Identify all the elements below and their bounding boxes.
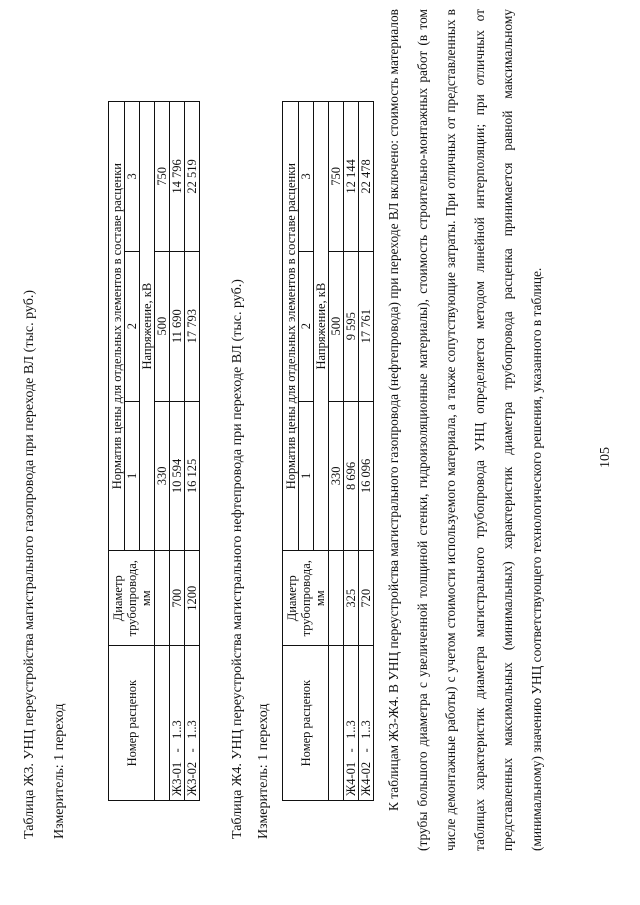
row-value-330: 10 594 [170,401,185,551]
row-diameter: 325 [344,551,359,646]
header-col-3: 3 [299,102,314,252]
header-code: Номер расценок [109,646,155,801]
table-j4-measure: Измеритель: 1 переход [256,703,271,839]
row-diameter: 720 [359,551,374,646]
table-j4 [282,101,374,801]
header-voltage-750: 750 [155,102,170,252]
header-diameter: Диаметр трубопровода, мм [283,551,329,646]
table-j3-measure: Измеритель: 1 переход [52,703,67,839]
table-j3-caption: Таблица Ж3. УНЦ переустройства магистрального газопровода при переходе ВЛ (тыс. руб.) [22,290,37,839]
header-voltage-330: 330 [329,401,344,551]
row-value-750: 22 478 [359,102,374,252]
row-value-330: 16 096 [359,401,374,551]
page-number: 105 [598,447,613,468]
header-col-1: 1 [299,401,314,551]
header-voltage: Напряжение, кВ [140,102,155,551]
table-row [185,102,200,801]
header-empty [155,551,170,646]
row-code: Ж3-01 - 1..3 [170,646,185,801]
row-value-330: 16 125 [185,401,200,551]
header-voltage-750: 750 [329,102,344,252]
row-value-500: 17 761 [359,251,374,401]
table-row [359,102,374,801]
row-value-750: 12 144 [344,102,359,252]
notes-paragraph: К таблицам Ж3-Ж4. В УНЦ переустройства магистрального газопровода (нефтепровода) при переходе ВЛ включено: стоимость материалов (трубы большого диаметра с увеличенной толщиной стенки, гидроизоляционные материалы), стоимость строительно-монтажных работ (в том числе демонтажные работы) с учетом стоимости используемого материала, а также сопутствующие затраты. При отличных от представленных в таблицах характеристик диаметра магистрального трубопровода УНЦ определяется методом линейной интерполяции; при отличных от представленных максимальных (минимальных) характеристик диаметра трубопровода расценка принимается равной максимальному (минимальному) значению УНЦ соответствующего технологического решения, указанного в таблице. [386,9,544,851]
row-diameter: 1200 [185,551,200,646]
header-code: Номер расценок [283,646,329,801]
table-j4-caption: Таблица Ж4. УНЦ переустройства магистрального нефтепровода при переходе ВЛ (тыс. руб.) [230,279,245,839]
row-code: Ж4-02 - 1..3 [359,646,374,801]
header-empty [329,646,344,801]
header-voltage-330: 330 [155,401,170,551]
header-norm: Норматив цены для отдельных элементов в составе расценки [109,102,125,551]
header-diameter: Диаметр трубопровода, мм [109,551,155,646]
header-col-2: 2 [299,251,314,401]
table-row [344,102,359,801]
header-col-3: 3 [125,102,140,252]
row-value-500: 9 595 [344,251,359,401]
header-norm: Норматив цены для отдельных элементов в составе расценки [283,102,299,551]
row-value-500: 17 793 [185,251,200,401]
header-col-1: 1 [125,401,140,551]
row-code: Ж4-01 - 1..3 [344,646,359,801]
row-diameter: 700 [170,551,185,646]
header-voltage-500: 500 [329,251,344,401]
header-voltage: Напряжение, кВ [314,102,329,551]
row-value-750: 22 519 [185,102,200,252]
header-empty [329,551,344,646]
row-value-750: 14 796 [170,102,185,252]
header-col-2: 2 [125,251,140,401]
table-row [170,102,185,801]
row-value-330: 8 696 [344,401,359,551]
header-empty [155,646,170,801]
table-j3 [108,101,200,801]
row-code: Ж3-02 - 1..3 [185,646,200,801]
row-value-500: 11 690 [170,251,185,401]
header-voltage-500: 500 [155,251,170,401]
